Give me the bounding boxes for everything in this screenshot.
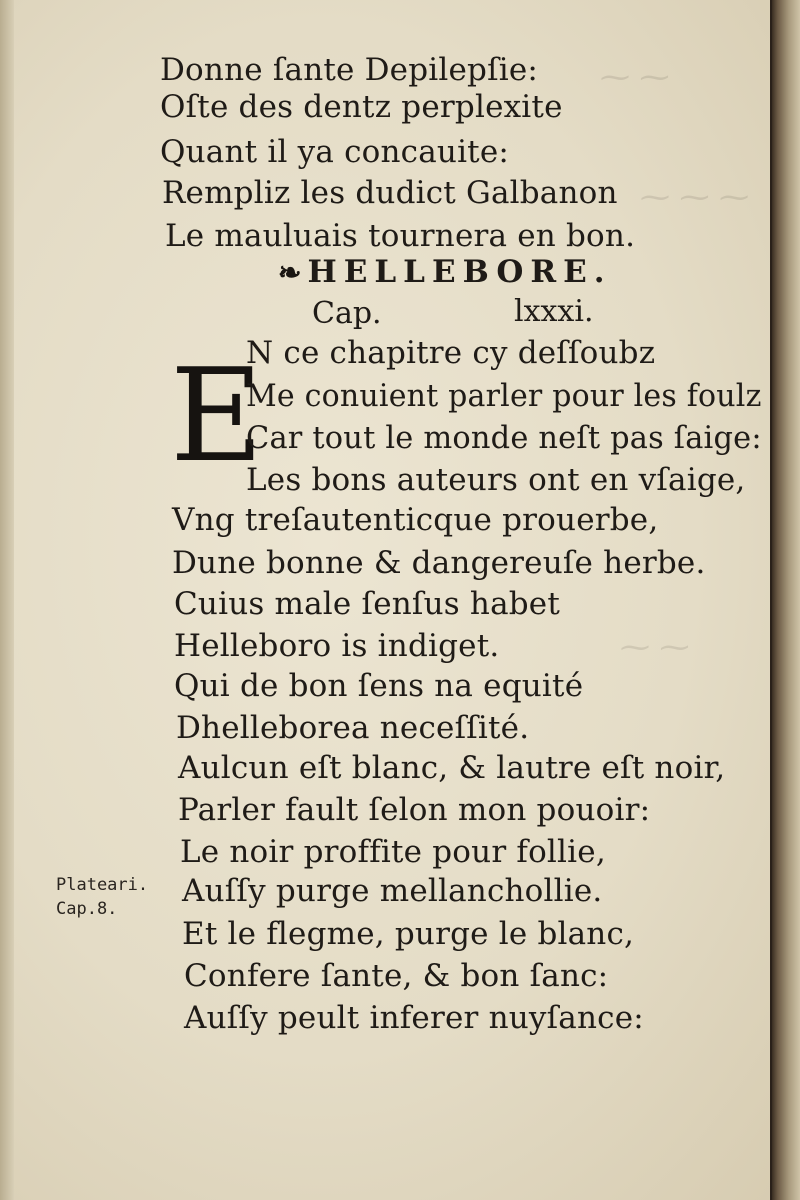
drop-capital: E [170,342,264,491]
verse-line: Qui de bon ſens na equité [174,668,584,704]
bleed-through-shadow: ⁓ ⁓ ⁓ [640,180,750,215]
verse-line: Parler fault ſelon mon pouoir: [178,792,651,828]
verse-line: Auſſy peult inferer nuyſance: [184,1000,644,1036]
verse-line: Helleboro is indiget. [174,628,500,664]
book-gutter [772,0,800,1200]
verse-line: Vng treſautenticque prouerbe, [172,502,659,538]
verse-line: Confere ſante, & bon ſanc: [184,958,609,994]
verse-line: Donne ſante Depilepſie: [160,52,539,88]
verse-line: Oſte des dentz perplexite [160,89,563,125]
marginal-note-line: Cap.8. [56,899,118,919]
marginal-note-line: Plateari. [56,875,149,895]
verse-line: Le noir proffite pour follie, [180,834,606,870]
verse-line: Quant il ya concauite: [160,134,510,170]
verse-line: Me conuient parler pour les foulz [246,378,762,414]
chapter-label: Cap. [312,296,382,331]
bleed-through-shadow: ⁓ ⁓ [620,630,690,665]
verse-line: Dhelleborea neceſſité. [176,710,530,746]
bleed-through-shadow: ⁓ ⁓ [600,60,670,95]
verse-line: Et le flegme, purge le blanc, [182,916,635,952]
chapter-number: lxxxi. [514,294,594,329]
page-left-edge [0,0,14,1200]
verse-line: Aulcun eſt blanc, & lautre eſt noir, [178,750,726,786]
fleuron-ornament: ❧ [278,256,302,289]
verse-line: Le mauluais tournera en bon. [165,218,636,254]
chapter-title: HELLEBORE. [307,254,612,290]
verse-line: N ce chapitre cy deſſoubz [246,335,656,371]
chapter-heading [278,254,612,290]
verse-line: Dune bonne & dangereuſe herbe. [172,545,706,581]
verse-line: Rempliz les dudict Galbanon [162,175,618,211]
verse-line: Auſſy purge mellanchollie. [182,873,603,909]
verse-line: Les bons auteurs ont en vſaige, [246,462,746,498]
verse-line: Cuius male ſenſus habet [174,586,560,622]
verse-line: Car tout le monde neſt pas ſaige: [246,420,762,456]
